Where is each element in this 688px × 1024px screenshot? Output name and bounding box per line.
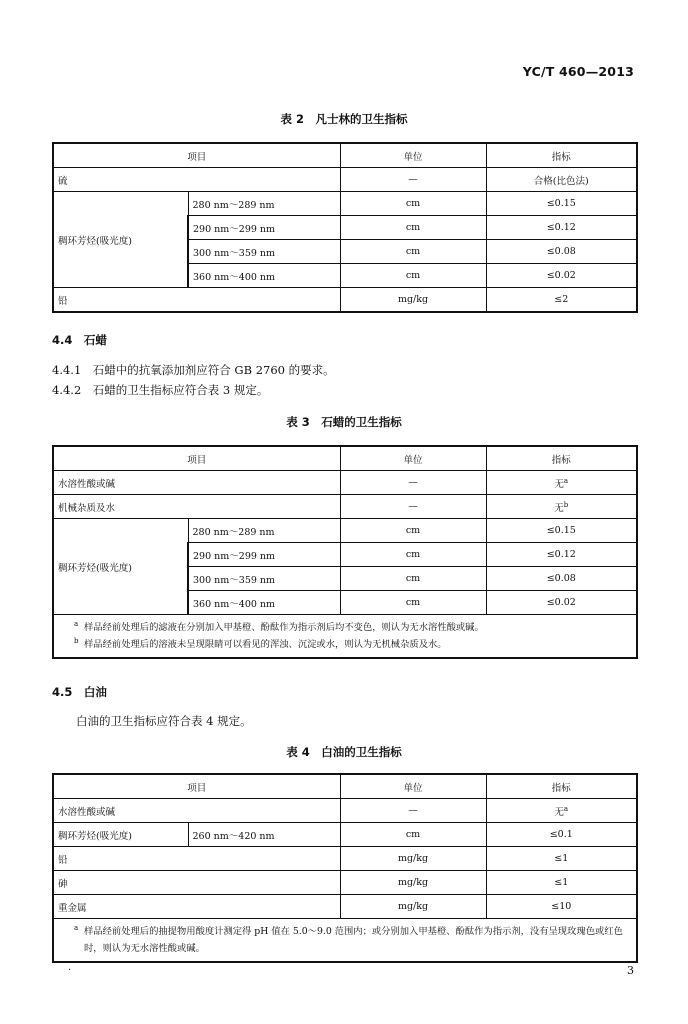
row-unit: cm xyxy=(340,567,486,591)
header-item: 项目 xyxy=(53,446,340,471)
footnote-b xyxy=(74,636,630,653)
row-unit: cm xyxy=(340,216,486,240)
row-value: 无 xyxy=(554,502,564,514)
row-unit: cm xyxy=(340,823,486,847)
row-range: 360 nm～400 nm xyxy=(188,591,340,615)
document-code: YC/T 460—2013 xyxy=(522,64,634,79)
row-unit: mg/kg xyxy=(340,895,486,919)
row-value: ≤10 xyxy=(486,895,637,919)
row-value-cell xyxy=(486,495,637,519)
table3-notes xyxy=(53,615,637,659)
row-value: ≤0.02 xyxy=(486,264,637,288)
row-value: ≤2 xyxy=(486,288,637,313)
header-item: 项目 xyxy=(53,774,340,799)
row-name: 砷 xyxy=(53,871,340,895)
row-name: 稠环芳烃(吸光度) xyxy=(53,823,188,847)
row-name: 稠环芳烃(吸光度) xyxy=(53,519,188,615)
row-range: 290 nm～299 nm xyxy=(188,543,340,567)
footnote-mark: a xyxy=(563,476,569,485)
row-name: 水溶性酸或碱 xyxy=(53,471,340,495)
row-range: 360 nm～400 nm xyxy=(188,264,340,288)
table-row xyxy=(53,168,637,192)
row-value-cell xyxy=(486,471,637,495)
table-row xyxy=(53,847,637,871)
paragraph-4-4-1: 4.4.1 石蜡中的抗氧添加剂应符合 GB 2760 的要求。 xyxy=(52,363,335,377)
table3 xyxy=(52,445,638,659)
row-unit: cm xyxy=(340,240,486,264)
paragraph-4-4-2: 4.4.2 石蜡的卫生指标应符合表 3 规定。 xyxy=(52,383,269,397)
row-value: ≤0.15 xyxy=(486,192,637,216)
table-row xyxy=(53,192,637,216)
footer-dot: . xyxy=(68,962,72,973)
row-name: 铅 xyxy=(53,288,340,313)
table4 xyxy=(52,773,638,963)
footnote-a xyxy=(74,923,630,957)
row-value: ≤0.12 xyxy=(486,543,637,567)
row-value: 合格(比色法) xyxy=(486,168,637,192)
page-number: 3 xyxy=(627,964,634,977)
table-row xyxy=(53,919,637,963)
footnote-mark: a xyxy=(74,620,79,628)
row-unit: cm xyxy=(340,519,486,543)
header-unit: 单位 xyxy=(340,446,486,471)
table-row xyxy=(53,519,637,543)
table-row xyxy=(53,871,637,895)
table-row xyxy=(53,799,637,823)
table2 xyxy=(52,142,638,313)
row-unit: — xyxy=(340,495,486,519)
row-value: ≤0.12 xyxy=(486,216,637,240)
row-name: 重金属 xyxy=(53,895,340,919)
footnote-mark: b xyxy=(74,637,79,645)
footnote-a xyxy=(74,619,630,636)
footnote-text: 样品经前处理后的抽提物用酸度计测定得 pH 值在 5.0～9.0 范围内；或分别加入甲基橙、酚酞作为指示剂，没有呈现玫瑰色或红色时，则认为无水溶性酸或碱。 xyxy=(84,926,623,954)
table2-caption: 表 2 凡士林的卫生指标 xyxy=(280,112,408,126)
row-range: 300 nm～359 nm xyxy=(188,567,340,591)
footnote-mark: a xyxy=(563,804,569,813)
row-unit: — xyxy=(340,799,486,823)
table-row xyxy=(53,446,637,471)
row-value: ≤1 xyxy=(486,871,637,895)
table3-caption: 表 3 石蜡的卫生指标 xyxy=(286,415,402,429)
row-unit: — xyxy=(340,168,486,192)
row-value: 无 xyxy=(554,806,564,818)
table-row xyxy=(53,823,637,847)
row-unit: cm xyxy=(340,192,486,216)
row-unit: mg/kg xyxy=(340,847,486,871)
section-heading-4-5: 4.5 白油 xyxy=(52,685,107,699)
table-row xyxy=(53,471,637,495)
row-value: ≤0.02 xyxy=(486,591,637,615)
table4-caption: 表 4 白油的卫生指标 xyxy=(286,745,402,759)
section-heading-4-4: 4.4 石蜡 xyxy=(52,333,107,347)
table-row xyxy=(53,495,637,519)
header-item: 项目 xyxy=(53,143,340,168)
row-value-cell xyxy=(486,799,637,823)
row-value: ≤0.08 xyxy=(486,240,637,264)
row-name: 稠环芳烃(吸光度) xyxy=(53,192,188,288)
header-unit: 单位 xyxy=(340,774,486,799)
header-index: 指标 xyxy=(486,446,637,471)
row-range: 290 nm～299 nm xyxy=(188,216,340,240)
table-row xyxy=(53,288,637,313)
row-value: ≤0.15 xyxy=(486,519,637,543)
row-value: ≤0.1 xyxy=(486,823,637,847)
table-row xyxy=(53,774,637,799)
footnote-text: 样品经前处理后的滤液在分别加入甲基橙、酚酞作为指示剂后均不变色，则认为无水溶性酸或碱。 xyxy=(84,622,484,633)
header-index: 指标 xyxy=(486,774,637,799)
row-unit: cm xyxy=(340,591,486,615)
table4-notes xyxy=(53,919,637,963)
row-range: 300 nm～359 nm xyxy=(188,240,340,264)
row-range: 280 nm～289 nm xyxy=(188,519,340,543)
row-range: 280 nm～289 nm xyxy=(188,192,340,216)
footnote-mark: a xyxy=(74,924,79,932)
table-row xyxy=(53,615,637,659)
header-index: 指标 xyxy=(486,143,637,168)
row-name: 机械杂质及水 xyxy=(53,495,340,519)
row-unit: mg/kg xyxy=(340,871,486,895)
row-value: 无 xyxy=(554,478,564,490)
table-row xyxy=(53,895,637,919)
footnote-mark: b xyxy=(563,500,569,509)
row-value: ≤0.08 xyxy=(486,567,637,591)
row-unit: cm xyxy=(340,543,486,567)
paragraph-4-5: 白油的卫生指标应符合表 4 规定。 xyxy=(76,714,252,728)
row-range: 260 nm～420 nm xyxy=(188,823,340,847)
footnote-text: 样品经前处理后的溶液未呈现限睛可以看见的浑浊、沉淀或水，则认为无机械杂质及水。 xyxy=(84,639,447,650)
row-name: 铅 xyxy=(53,847,340,871)
row-name: 水溶性酸或碱 xyxy=(53,799,340,823)
row-unit: mg/kg xyxy=(340,288,486,313)
header-unit: 单位 xyxy=(340,143,486,168)
row-unit: — xyxy=(340,471,486,495)
row-name: 硫 xyxy=(53,168,340,192)
row-value: ≤1 xyxy=(486,847,637,871)
row-unit: cm xyxy=(340,264,486,288)
table-row xyxy=(53,143,637,168)
